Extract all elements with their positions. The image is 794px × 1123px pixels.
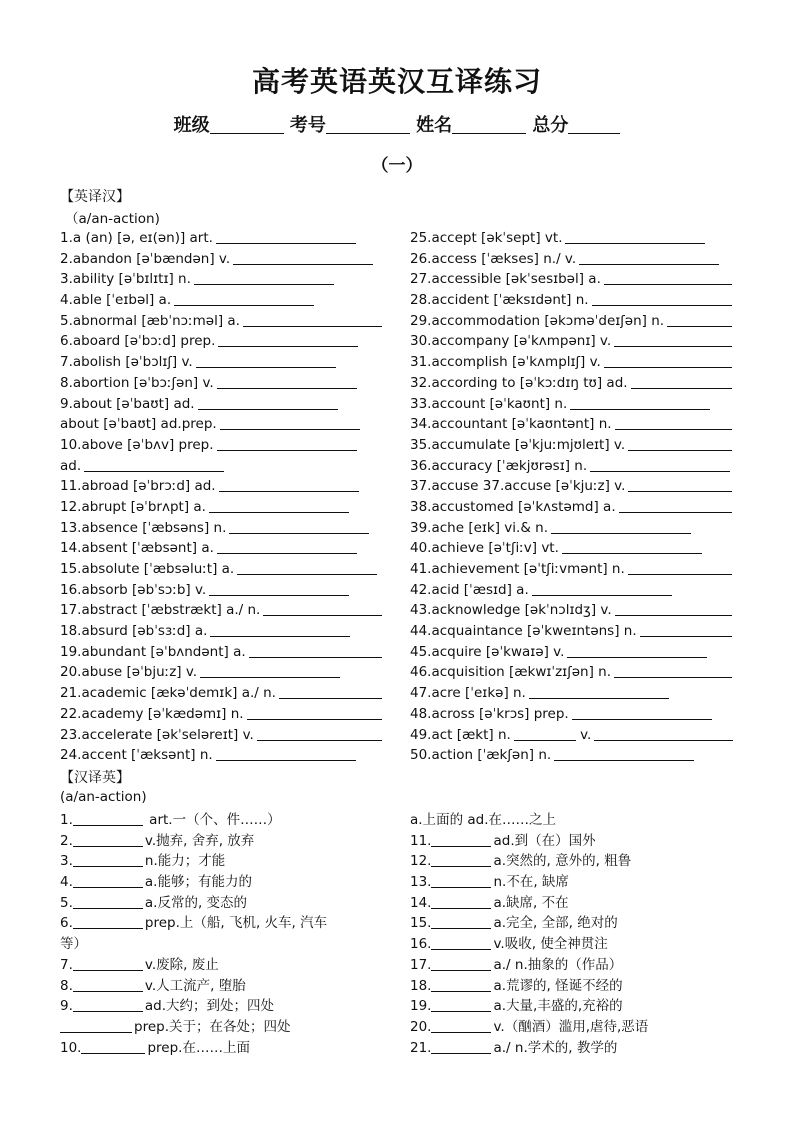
answer-blank[interactable] [532, 581, 672, 596]
answer-blank[interactable] [263, 601, 382, 616]
vocab-word: 37.accuse 37.accuse [əˈkjuːz] v. [410, 478, 626, 495]
vocab-item [410, 311, 745, 332]
vocab-word: 8.abortion [əˈbɔːʃən] v. [60, 374, 214, 391]
translation-item [60, 893, 395, 914]
answer-blank[interactable] [194, 270, 334, 285]
vocab-item [60, 290, 395, 311]
answer-blank[interactable] [196, 353, 336, 368]
translation-item [410, 872, 745, 893]
translation-item [60, 810, 395, 831]
item-number: 10. [60, 1039, 82, 1056]
answer-blank[interactable] [640, 622, 732, 637]
vocab-item [410, 559, 745, 580]
vocab-item [410, 331, 745, 352]
answer-blank[interactable] [614, 332, 732, 347]
answer-blank[interactable] [619, 498, 732, 513]
vocab-item [410, 683, 745, 704]
item-number: 19. [410, 998, 432, 1015]
vocab-word: 49.act [ækt] n. [410, 726, 511, 743]
vocab-item [60, 456, 395, 477]
vocab-word: 41.achievement [əˈtʃiːvmənt] n. [410, 561, 625, 577]
vocab-item [410, 642, 745, 663]
chinese-meaning: a.完全, 全部, 绝对的 [493, 915, 618, 932]
answer-blank[interactable] [73, 956, 143, 971]
vocab-item [410, 704, 745, 725]
vocab-item [410, 290, 745, 311]
vocab-word: 28.accident [ˈæksɪdənt] n. [410, 292, 589, 309]
vocab-word: 14.absent [ˈæbsənt] a. [60, 540, 214, 557]
vocab-item [60, 311, 395, 332]
answer-blank[interactable] [667, 312, 732, 327]
vocab-word: 30.accompany [əˈkʌmpənɪ] v. [410, 333, 612, 350]
vocab-item [410, 600, 745, 621]
vocab-item [60, 662, 395, 683]
vocab-word: 9.about [əˈbaʊt] ad. [60, 395, 195, 412]
translation-item [410, 955, 745, 976]
answer-blank[interactable] [217, 374, 357, 389]
vocab-item [60, 249, 395, 270]
vocab-item [410, 269, 745, 290]
vocab-item [60, 725, 395, 746]
answer-blank[interactable] [431, 1039, 491, 1054]
vocab-word: 36.accuracy [ˈækjʊrəsɪ] n. [410, 457, 588, 474]
vocab-word: 39.ache [eɪk] vi.& n. [410, 519, 548, 536]
vocab-item [60, 497, 395, 518]
answer-blank[interactable] [628, 477, 732, 492]
exam-no-label: 考号 [289, 115, 326, 136]
vocab-word: 32.according to [əˈkɔːdɪŋ tʊ] ad. [410, 374, 628, 391]
item-number: 7. [60, 956, 73, 973]
vocab-word: 46.acquisition [ækwɪˈzɪʃən] n. [410, 664, 611, 681]
vocab-word: 4.able [ˈeɪbəl] a. [60, 292, 172, 309]
vocab-word: 38.accustomed [əˈkʌstəmd] a. [410, 498, 616, 515]
answer-blank[interactable] [431, 977, 491, 992]
vocab-item [410, 414, 745, 435]
score-label: 总分 [532, 115, 569, 136]
answer-blank[interactable] [615, 601, 732, 616]
name-blank[interactable] [452, 115, 526, 134]
vocab-word: 17.abstract [ˈæbstrækt] a./ n. [60, 602, 261, 619]
vocab-item [60, 538, 395, 559]
answer-blank[interactable] [220, 415, 360, 430]
vocab-word: 10.above [əˈbʌv] prep. [60, 436, 214, 453]
vocab-word: 11.abroad [əˈbrɔːd] ad. [60, 478, 216, 495]
vocab-word: 29.accommodation [əkɔməˈdeɪʃən] n. [410, 312, 665, 329]
answer-blank[interactable] [431, 914, 491, 929]
translation-item [60, 1038, 395, 1059]
vocab-word: 47.acre [ˈeɪkə] n. [410, 685, 526, 702]
answer-blank[interactable] [562, 539, 702, 554]
vocab-word: 50.action [ˈækʃən] n. [410, 747, 552, 764]
answer-blank[interactable] [431, 832, 491, 847]
answer-blank[interactable] [210, 622, 350, 637]
answer-blank[interactable] [590, 457, 730, 472]
chinese-meaning: v.人工流产, 堕胎 [144, 977, 246, 994]
vocab-item [60, 580, 395, 601]
vocab-word: 6.aboard [əˈbɔːd] prep. [60, 333, 216, 350]
vocab-item [60, 600, 395, 621]
vocab-item [60, 476, 395, 497]
vocab-item [60, 745, 395, 766]
answer-blank[interactable] [200, 663, 340, 678]
answer-blank[interactable] [604, 270, 732, 285]
item-number: 6. [60, 915, 73, 932]
vocab-item [60, 704, 395, 725]
vocab-word: ad. [60, 457, 82, 474]
vocab-item [410, 621, 745, 642]
vocab-item [410, 435, 745, 456]
item-number: 13. [410, 874, 432, 891]
en-to-cn-right-column [410, 228, 745, 766]
vocab-word: 12.abrupt [əˈbrʌpt] a. [60, 498, 206, 515]
vocab-pos: v. [575, 726, 592, 743]
en-to-cn-subheading: （a/an-action) [65, 211, 160, 227]
item-number: 12. [410, 853, 432, 870]
vocab-item [410, 518, 745, 539]
item-number: 15. [410, 915, 432, 932]
vocab-word: 20.abuse [əˈbjuːz] v. [60, 664, 198, 681]
item-number: 11. [410, 832, 432, 849]
chinese-meaning: v.（酗酒）滥用,虐待,恶语 [493, 1018, 649, 1035]
answer-blank[interactable] [247, 705, 382, 720]
vocab-item [410, 725, 745, 746]
chinese-meaning: v.废除, 废止 [144, 956, 219, 973]
class-label: 班级 [173, 115, 210, 136]
name-label: 姓名 [416, 115, 453, 136]
translation-item [410, 996, 745, 1017]
vocab-word: 24.accent [ˈæksənt] n. [60, 747, 213, 764]
student-info-line [0, 111, 794, 137]
translation-item [410, 1038, 745, 1059]
vocab-item [60, 352, 395, 373]
answer-blank[interactable] [216, 746, 356, 761]
answer-blank[interactable] [73, 832, 143, 847]
vocab-word: 42.acid [ˈæsɪd] a. [410, 581, 529, 598]
chinese-meaning: n.能力；才能 [144, 853, 226, 870]
chinese-meaning: prep.关于；在各处；四处 [134, 1018, 291, 1035]
chinese-meaning: prep.上（船, 飞机, 火车, 汽车 [144, 915, 328, 932]
answer-blank[interactable] [565, 229, 705, 244]
answer-blank[interactable] [431, 894, 491, 909]
vocab-item [410, 497, 745, 518]
answer-blank[interactable] [73, 977, 143, 992]
answer-blank[interactable] [567, 643, 707, 658]
answer-blank[interactable] [198, 395, 338, 410]
answer-blank[interactable] [431, 1018, 491, 1033]
exam-no-blank[interactable] [326, 115, 410, 134]
translation-item [410, 831, 745, 852]
vocab-item [60, 435, 395, 456]
vocab-item [410, 476, 745, 497]
answer-blank[interactable] [529, 684, 669, 699]
vocab-word: 21.academic [ækəˈdemɪk] a./ n. [60, 685, 276, 702]
vocab-item [60, 228, 395, 249]
item-number: 16. [410, 936, 432, 953]
part-label: （一） [371, 156, 423, 176]
answer-blank[interactable] [431, 935, 491, 950]
chinese-meaning: ad.到（在）国外 [493, 832, 596, 849]
answer-blank[interactable] [60, 1018, 132, 1033]
answer-blank[interactable] [218, 332, 358, 347]
answer-blank[interactable] [570, 395, 710, 410]
answer-blank[interactable] [216, 229, 356, 244]
vocab-word: 5.abnormal [æbˈnɔːməl] a. [60, 312, 240, 329]
item-number: 20. [410, 1018, 432, 1035]
answer-blank[interactable] [257, 726, 382, 741]
translation-item [60, 913, 395, 934]
vocab-word: 1.a (an) [ə, eɪ(ən)] art. [60, 230, 213, 246]
vocab-word: 33.account [əˈkaʊnt] n. [410, 395, 568, 412]
answer-blank[interactable] [237, 560, 377, 575]
vocab-word: 26.access [ˈækses] n./ v. [410, 250, 577, 267]
answer-blank[interactable] [551, 519, 691, 534]
page-title: 高考英语英汉互译练习 [251, 65, 542, 98]
answer-blank[interactable] [554, 746, 694, 761]
answer-blank[interactable] [431, 997, 491, 1012]
answer-blank[interactable] [249, 643, 382, 658]
cn-to-en-subheading: (a/an-action) [60, 789, 147, 805]
answer-blank[interactable] [73, 894, 143, 909]
vocab-item [410, 352, 745, 373]
answer-blank[interactable] [217, 539, 357, 554]
vocab-word: 31.accomplish [əˈkʌmplɪʃ] v. [410, 354, 601, 371]
translation-item [60, 872, 395, 893]
item-number: 2. [60, 832, 73, 849]
answer-blank[interactable] [615, 415, 732, 430]
answer-blank[interactable] [431, 956, 491, 971]
chinese-meaning: a./ n.抽象的（作品） [493, 956, 623, 973]
vocab-word: 27.accessible [əkˈsesɪbəl] a. [410, 271, 601, 288]
vocab-item [410, 394, 745, 415]
translation-item [60, 831, 395, 852]
vocab-word: 43.acknowledge [əkˈnɔlɪdʒ] v. [410, 602, 612, 619]
item-number: 3. [60, 853, 73, 870]
chinese-meaning: ad.大约；到处；四处 [144, 998, 275, 1015]
item-number: 18. [410, 977, 432, 994]
vocab-word: 19.abundant [əˈbʌndənt] a. [60, 643, 246, 660]
answer-blank[interactable] [604, 353, 732, 368]
item-number: 4. [60, 874, 73, 891]
chinese-meaning: a.突然的, 意外的, 粗鲁 [493, 853, 632, 870]
answer-blank[interactable] [84, 457, 224, 472]
vocab-item [60, 269, 395, 290]
vocab-item [410, 228, 745, 249]
vocab-item [60, 642, 395, 663]
vocab-item [60, 518, 395, 539]
translation-item [60, 955, 395, 976]
answer-blank[interactable] [431, 852, 491, 867]
vocab-word: 3.ability [əˈbɪlɪtɪ] n. [60, 271, 191, 288]
answer-blank[interactable] [579, 250, 719, 265]
item-number: 17. [410, 956, 432, 973]
chinese-meaning: a.反常的, 变态的 [144, 894, 248, 911]
item-number: 21. [410, 1039, 432, 1056]
translation-item [60, 976, 395, 997]
vocab-word: 2.abandon [əˈbændən] v. [60, 250, 231, 267]
answer-blank[interactable] [73, 873, 143, 888]
vocab-item [410, 456, 745, 477]
vocab-item [410, 662, 745, 683]
vocab-word: 15.absolute [ˈæbsəluːt] a. [60, 561, 235, 577]
score-blank[interactable] [568, 115, 620, 134]
vocab-word: 18.absurd [əbˈsɜːd] a. [60, 623, 208, 640]
vocab-word: 44.acquaintance [əˈkweɪntəns] n. [410, 623, 637, 640]
vocab-word: 40.achieve [əˈtʃiːv] vt. [410, 540, 559, 557]
answer-blank[interactable] [572, 705, 712, 720]
chinese-meaning: a./ n.学术的, 教学的 [493, 1039, 618, 1056]
chinese-meaning: a.上面的 ad.在……之上 [410, 812, 556, 828]
vocab-item [60, 373, 395, 394]
vocab-item [410, 745, 745, 766]
answer-blank[interactable] [431, 873, 491, 888]
answer-blank[interactable] [73, 852, 143, 867]
vocab-word: 35.accumulate [əˈkjuːmjʊleɪt] v. [410, 436, 626, 453]
vocab-word: 48.across [əˈkrɔs] prep. [410, 705, 569, 722]
answer-blank[interactable] [628, 560, 732, 575]
answer-blank[interactable] [631, 374, 732, 389]
chinese-meaning: n.不在, 缺席 [493, 874, 569, 891]
item-number: 5. [60, 894, 73, 911]
chinese-meaning: art.一（个、件……） [144, 812, 281, 828]
vocab-word: 34.accountant [əˈkaʊntənt] n. [410, 416, 612, 433]
translation-item [410, 976, 745, 997]
translation-item [60, 851, 395, 872]
chinese-meaning: v.抛弃, 舍弃, 放弃 [144, 832, 255, 849]
answer-blank[interactable] [243, 312, 382, 327]
answer-blank[interactable] [209, 498, 349, 513]
cn-to-en-right-column [410, 810, 745, 1058]
vocab-word: 45.acquire [əˈkwaɪə] v. [410, 643, 565, 660]
translation-item [410, 913, 745, 934]
vocab-word: 22.academy [əˈkædəmɪ] n. [60, 705, 244, 722]
item-number: 14. [410, 894, 432, 911]
vocab-item [60, 394, 395, 415]
answer-blank[interactable] [217, 436, 357, 451]
item-number: 8. [60, 977, 73, 994]
vocab-item [410, 249, 745, 270]
answer-blank[interactable] [594, 726, 733, 741]
translation-item [60, 1017, 395, 1038]
answer-blank[interactable] [81, 1039, 145, 1054]
vocab-word: 23.accelerate [əkˈseləreɪt] v. [60, 726, 254, 743]
translation-item [60, 934, 395, 955]
vocab-item [60, 621, 395, 642]
answer-blank[interactable] [628, 436, 732, 451]
vocab-item [410, 373, 745, 394]
answer-blank[interactable] [219, 477, 359, 492]
class-blank[interactable] [210, 115, 284, 134]
translation-item [410, 893, 745, 914]
answer-blank[interactable] [592, 291, 732, 306]
translation-item [410, 934, 745, 955]
translation-item [60, 996, 395, 1017]
cn-to-en-left-column [60, 810, 395, 1058]
chinese-meaning: a.大量,丰盛的,充裕的 [493, 998, 623, 1015]
chinese-meaning: a.能够；有能力的 [144, 874, 252, 891]
vocab-word: 16.absorb [əbˈsɔːb] v. [60, 581, 207, 598]
translation-item [410, 810, 745, 831]
answer-blank[interactable] [73, 811, 143, 826]
vocab-word: 7.abolish [əˈbɔlɪʃ] v. [60, 354, 193, 371]
vocab-item [60, 331, 395, 352]
vocab-word: about [əˈbaʊt] ad.prep. [60, 416, 217, 433]
item-number: 9. [60, 998, 73, 1015]
chinese-meaning: a.荒谬的, 怪诞不经的 [493, 977, 623, 994]
vocab-item [60, 414, 395, 435]
translation-item [410, 851, 745, 872]
vocab-word: 13.absence [ˈæbsəns] n. [60, 519, 227, 536]
chinese-meaning: 等） [60, 936, 87, 953]
answer-blank[interactable] [229, 519, 369, 534]
chinese-meaning: prep.在……上面 [147, 1039, 250, 1056]
answer-blank[interactable] [279, 684, 382, 699]
cn-to-en-heading: 【汉译英】 [60, 770, 130, 786]
vocab-item [410, 580, 745, 601]
answer-blank[interactable] [73, 914, 143, 929]
answer-blank[interactable] [614, 663, 732, 678]
translation-item [410, 1017, 745, 1038]
en-to-cn-left-column [60, 228, 395, 766]
answer-blank[interactable] [209, 581, 349, 596]
vocab-item [60, 683, 395, 704]
chinese-meaning: a.缺席, 不在 [493, 894, 569, 911]
answer-blank[interactable] [174, 291, 314, 306]
item-number: 1. [60, 812, 73, 828]
vocab-item [60, 559, 395, 580]
chinese-meaning: v.吸收, 使全神贯注 [493, 936, 608, 953]
answer-blank[interactable] [73, 997, 143, 1012]
answer-blank[interactable] [514, 726, 576, 741]
vocab-word: 25.accept [əkˈsept] vt. [410, 230, 563, 246]
vocab-item [410, 538, 745, 559]
answer-blank[interactable] [233, 250, 373, 265]
en-to-cn-heading: 【英译汉】 [60, 189, 130, 205]
